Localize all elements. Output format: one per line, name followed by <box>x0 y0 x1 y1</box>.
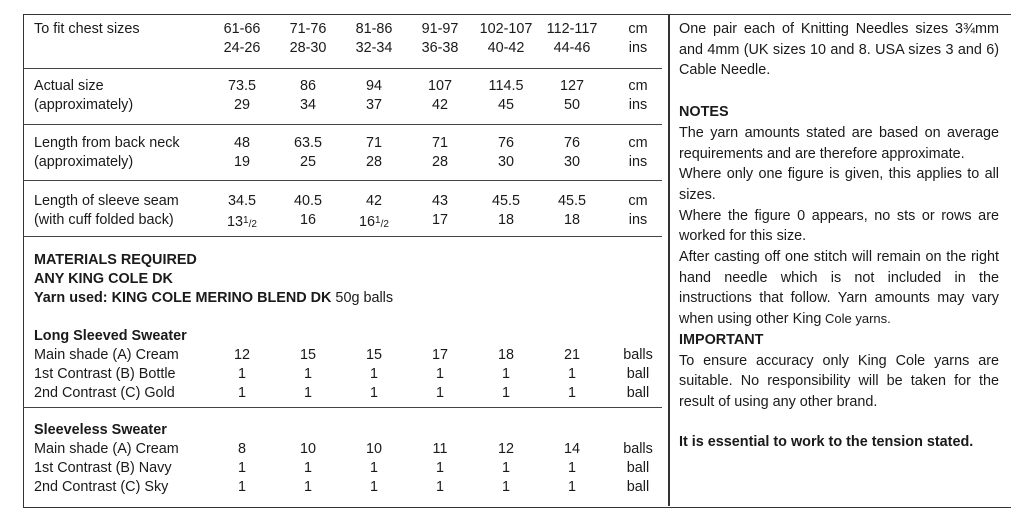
row-divider <box>23 68 662 69</box>
sleeve-cm: 40.5 <box>293 193 322 209</box>
yarn-qty: 17 <box>431 347 448 363</box>
actual-size-label: Actual size <box>34 78 104 94</box>
size-ins: 40-42 <box>487 40 525 56</box>
yarn-row-label: 1st Contrast (B) Navy <box>34 460 172 476</box>
yarn-row-label: 1st Contrast (B) Bottle <box>34 366 176 382</box>
yarn-row-label: 2nd Contrast (C) Gold <box>34 385 175 401</box>
yarn-used: Yarn used: KING COLE MERINO BLEND DK 50g balls <box>34 290 394 306</box>
yarn-qty: 1 <box>369 366 378 382</box>
yarn-row-label: 2nd Contrast (C) Sky <box>34 479 169 495</box>
yarn-qty: 1 <box>237 460 246 476</box>
length-ins: 25 <box>299 154 316 170</box>
sleeve-cm: 42 <box>365 193 382 209</box>
yarn-qty: 15 <box>299 347 316 363</box>
yarn-row-label: Main shade (A) Cream <box>34 441 179 457</box>
yarn-qty: 1 <box>567 385 576 401</box>
tension-note: It is essential to work to the tension stated. <box>679 433 974 450</box>
sleeve-ins: 18 <box>497 212 514 228</box>
length-sublabel: (approximately) <box>34 154 134 170</box>
length-ins: 19 <box>233 154 250 170</box>
unit-ins: ins <box>628 40 648 56</box>
length-ins: 28 <box>365 154 382 170</box>
size-cm: 61-66 <box>223 21 261 37</box>
yarn-qty: 14 <box>563 441 580 457</box>
long-sleeved-heading: Long Sleeved Sweater <box>34 328 187 344</box>
size-ins: 36-38 <box>421 40 459 56</box>
actual-ins: 42 <box>431 97 448 113</box>
length-cm: 48 <box>233 135 250 151</box>
sizes-label: To fit chest sizes <box>34 21 140 37</box>
actual-size-sublabel: (approximately) <box>34 97 134 113</box>
actual-cm: 73.5 <box>227 78 256 94</box>
unit-cm: cm <box>628 193 648 209</box>
yarn-qty: 15 <box>365 347 382 363</box>
yarn-qty: 1 <box>567 460 576 476</box>
yarn-qty: 1 <box>435 460 444 476</box>
row-divider <box>23 180 662 181</box>
yarn-qty: 1 <box>435 385 444 401</box>
actual-cm: 94 <box>365 78 382 94</box>
size-cm: 71-76 <box>289 21 327 37</box>
yarn-qty: 12 <box>233 347 250 363</box>
sleeve-cm: 45.5 <box>491 193 520 209</box>
yarn-qty: 1 <box>501 385 510 401</box>
length-ins: 28 <box>431 154 448 170</box>
sleeve-ins: $16^1/2$ <box>359 214 389 230</box>
sleeve-label: Length of sleeve seam <box>34 193 179 209</box>
yarn-qty: 10 <box>365 441 382 457</box>
yarn-qty: 1 <box>369 385 378 401</box>
sleeve-ins: 18 <box>563 212 580 228</box>
actual-cm: 107 <box>427 78 452 94</box>
actual-ins: 37 <box>365 97 382 113</box>
length-ins: 30 <box>497 154 514 170</box>
unit-ins: ins <box>628 212 648 228</box>
yarn-qty: 11 <box>432 441 448 457</box>
unit-ins: ins <box>628 154 648 170</box>
yarn-qty: 10 <box>299 441 316 457</box>
actual-ins: 29 <box>233 97 250 113</box>
sleeve-ins: 17 <box>431 212 448 228</box>
yarn-qty: 8 <box>237 441 246 457</box>
length-cm: 71 <box>431 135 448 151</box>
unit-ins: ins <box>628 97 648 113</box>
length-ins: 30 <box>563 154 580 170</box>
yarn-qty: 1 <box>435 366 444 382</box>
yarn-qty: 21 <box>563 347 580 363</box>
sleeve-cm: 34.5 <box>227 193 256 209</box>
yarn-qty: 1 <box>567 366 576 382</box>
row-divider <box>23 236 662 237</box>
size-ins: 28-30 <box>289 40 327 56</box>
yarn-unit: ball <box>626 460 650 476</box>
size-cm: 112-117 <box>546 21 598 37</box>
yarn-qty: 1 <box>303 366 312 382</box>
yarn-qty: 1 <box>237 479 246 495</box>
yarn-qty: 1 <box>501 479 510 495</box>
unit-cm: cm <box>628 21 648 37</box>
sleeve-cm: 43 <box>431 193 448 209</box>
yarn-unit: ball <box>626 366 650 382</box>
sleeve-ins: 16 <box>299 212 316 228</box>
yarn-qty: 1 <box>567 479 576 495</box>
yarn-unit: ball <box>626 385 650 401</box>
length-cm: 71 <box>365 135 382 151</box>
actual-cm: 86 <box>299 78 316 94</box>
right-column <box>679 19 999 452</box>
notes-paragraph: The yarn amounts stated are based on average requirements and are therefore approximate. <box>679 124 999 162</box>
yarn-unit: balls <box>623 441 653 457</box>
yarn-qty: 1 <box>303 385 312 401</box>
yarn-qty: 1 <box>501 460 510 476</box>
sleeve-cm: 45.5 <box>557 193 586 209</box>
size-ins: 32-34 <box>355 40 393 56</box>
unit-cm: cm <box>628 135 648 151</box>
unit-cm: cm <box>628 78 648 94</box>
yarn-qty: 18 <box>497 347 514 363</box>
size-ins: 24-26 <box>223 40 261 56</box>
yarn-qty: 1 <box>303 460 312 476</box>
yarn-row-label: Main shade (A) Cream <box>34 347 179 363</box>
yarn-qty: 1 <box>369 479 378 495</box>
actual-ins: 34 <box>299 97 316 113</box>
length-cm: 76 <box>497 135 514 151</box>
important-heading: IMPORTANT <box>679 331 764 348</box>
important-text: To ensure accuracy only King Cole yarns are suitable. No responsibility will be taken for the result of using any other brand. <box>679 352 999 410</box>
length-cm: 63.5 <box>293 135 322 151</box>
length-cm: 76 <box>563 135 580 151</box>
sleeve-ins: $13^1/2$ <box>227 214 257 230</box>
sleeveless-heading: Sleeveless Sweater <box>34 422 167 438</box>
yarn-unit: balls <box>623 347 653 363</box>
yarn-qty: 12 <box>497 441 514 457</box>
notes-paragraph: Where only one figure is given, this applies to all sizes. <box>679 166 999 203</box>
actual-cm: 114.5 <box>488 78 524 94</box>
size-cm: 102-107 <box>479 21 533 37</box>
size-cm: 91-97 <box>421 21 459 37</box>
yarn-qty: 1 <box>303 479 312 495</box>
notes-paragraph: Where the figure 0 appears, no sts or rows are worked for this size. <box>679 207 999 245</box>
actual-cm: 127 <box>559 78 584 94</box>
yarn-qty: 1 <box>435 479 444 495</box>
size-cm: 81-86 <box>355 21 393 37</box>
yarn-qty: 1 <box>369 460 378 476</box>
row-divider <box>23 124 662 125</box>
yarn-qty: 1 <box>237 366 246 382</box>
yarn-qty: 1 <box>237 385 246 401</box>
size-ins: 44-46 <box>553 40 591 56</box>
notes-heading: NOTES <box>679 104 729 121</box>
length-label: Length from back neck <box>34 135 180 151</box>
row-divider <box>23 407 662 408</box>
materials-heading: MATERIALS REQUIRED <box>34 252 197 268</box>
actual-ins: 50 <box>563 97 580 113</box>
needles-text: One pair each of Knitting Needles sizes 3¾mm and 4mm (UK sizes 10 and 8. USA sizes 3 and 6) Cable Needle. <box>679 21 999 79</box>
yarn-unit: ball <box>626 479 650 495</box>
notes-paragraph: After casting off one stitch will remain on the right hand needle which is not included in the instructions that follow. Yarn amounts may vary when using other King Cole yarns. <box>679 249 999 328</box>
materials-subheading: ANY KING COLE DK <box>34 271 173 287</box>
yarn-qty: 1 <box>501 366 510 382</box>
actual-ins: 45 <box>497 97 514 113</box>
sleeve-sublabel: (with cuff folded back) <box>34 212 174 228</box>
